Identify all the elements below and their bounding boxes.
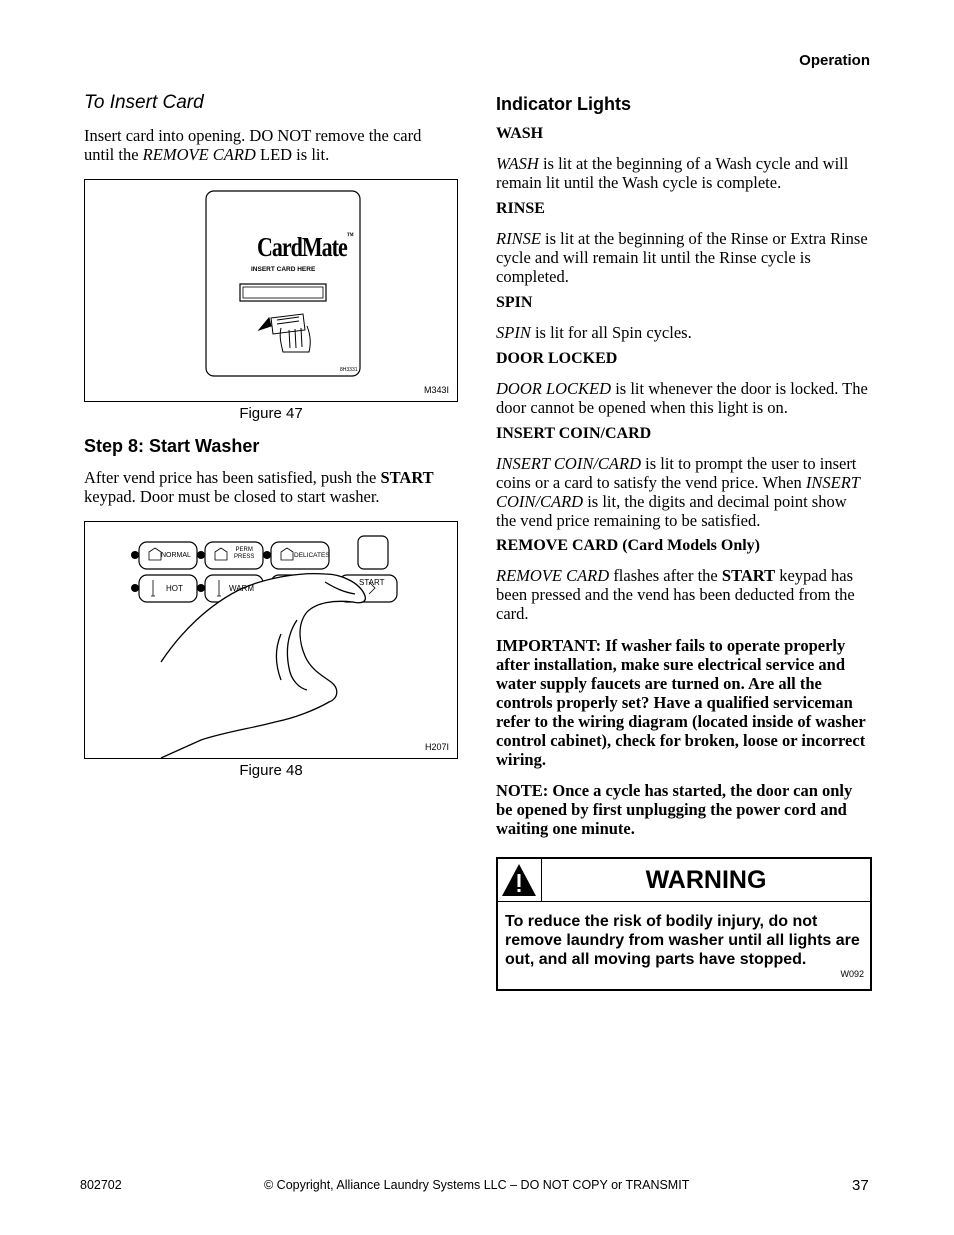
key-normal-label: NORMAL bbox=[161, 552, 191, 559]
warning-code: W092 bbox=[840, 969, 864, 979]
note-notice: NOTE: Once a cycle has started, the door can only be opened by first unplugging the power cord and waiting one minute. bbox=[496, 781, 853, 838]
spin-paragraph: SPIN is lit for all Spin cycles. bbox=[496, 323, 692, 342]
small-part-code: 8H3331 bbox=[340, 367, 358, 373]
figure-48-code: H207I bbox=[424, 742, 449, 752]
page-number: 37 bbox=[852, 1177, 869, 1194]
key-perm-press-label: PERM PRESS bbox=[234, 547, 255, 560]
step-8-paragraph: After vend price has been satisfied, push the START keypad. Door must be closed to start washer. bbox=[84, 468, 434, 506]
wash-paragraph: WASH is lit at the beginning of a Wash cycle and will remain lit until the Wash cycle is complete. bbox=[496, 154, 849, 192]
door-locked-subheading: DOOR LOCKED bbox=[496, 350, 618, 367]
copyright-notice: © Copyright, Alliance Laundry Systems LLC – DO NOT COPY or TRANSMIT bbox=[264, 1178, 690, 1192]
key-hot-label: HOT bbox=[166, 584, 183, 593]
doc-number: 802702 bbox=[80, 1178, 122, 1192]
key-start-label: START bbox=[359, 578, 385, 587]
door-locked-paragraph: DOOR LOCKED is lit whenever the door is locked. The door cannot be opened when this light is on. bbox=[496, 379, 868, 417]
insert-card-paragraph: Insert card into opening. DO NOT remove the card until the REMOVE CARD LED is lit. bbox=[84, 126, 422, 164]
rinse-paragraph: RINSE is lit at the beginning of the Rinse or Extra Rinse cycle and will remain lit until the Rinse cycle is completed. bbox=[496, 229, 868, 286]
rinse-subheading: RINSE bbox=[496, 200, 545, 217]
warning-triangle-icon bbox=[498, 859, 542, 901]
insert-coin-card-subheading: INSERT COIN/CARD bbox=[496, 425, 652, 442]
section-header: Operation bbox=[799, 52, 870, 69]
key-delicates-label: DELICATES bbox=[294, 552, 330, 559]
warning-text: To reduce the risk of bodily injury, do not remove laundry from washer until all lights are out, and all moving parts have stopped. bbox=[505, 913, 860, 968]
insert-card-heading: To Insert Card bbox=[84, 92, 204, 113]
remove-card-subheading: REMOVE CARD (Card Models Only) bbox=[496, 537, 760, 554]
figure-47-caption: Figure 47 bbox=[239, 405, 303, 422]
remove-card-paragraph: REMOVE CARD flashes after the START keypad has been pressed and the vend has been deducted from the card. bbox=[496, 566, 855, 623]
spin-subheading: SPIN bbox=[496, 294, 533, 311]
figure-48-caption: Figure 48 bbox=[239, 762, 303, 779]
important-notice: IMPORTANT: If washer fails to operate properly after installation, make sure electrical service and water supply faucets are turned on. Are all the controls properly set? Have a qualified serviceman refer to the wiring diagram (located inside of washer control cabinet), check for broken, loose or incorrect wiring. bbox=[496, 636, 866, 769]
insert-coin-card-paragraph: INSERT COIN/CARD is lit to prompt the user to insert coins or a card to satisfy the vend price. When INSERT COIN/CARD is lit, the digits and decimal point show the vend price remaining to be satisfied. bbox=[496, 454, 860, 530]
key-warm-label: WARM bbox=[229, 584, 255, 593]
insert-card-here-label: INSERT CARD HERE bbox=[251, 266, 316, 273]
cardmate-reader-illustration bbox=[85, 180, 457, 401]
cardmate-logo: CardMate™ bbox=[257, 230, 353, 262]
warning-box bbox=[496, 857, 872, 991]
hand-inserting-card-icon bbox=[259, 314, 310, 352]
keypad-illustration bbox=[85, 522, 457, 758]
figure-47-code: M343I bbox=[423, 385, 449, 395]
wash-subheading: WASH bbox=[496, 125, 544, 142]
step-8-heading: Step 8: Start Washer bbox=[84, 436, 260, 456]
warning-divider bbox=[498, 901, 870, 902]
warning-icon-cell bbox=[498, 859, 542, 901]
indicator-lights-heading: Indicator Lights bbox=[496, 94, 631, 114]
figure-48-frame bbox=[84, 521, 458, 759]
warning-title: WARNING bbox=[645, 866, 767, 894]
figure-47-frame bbox=[84, 179, 458, 402]
